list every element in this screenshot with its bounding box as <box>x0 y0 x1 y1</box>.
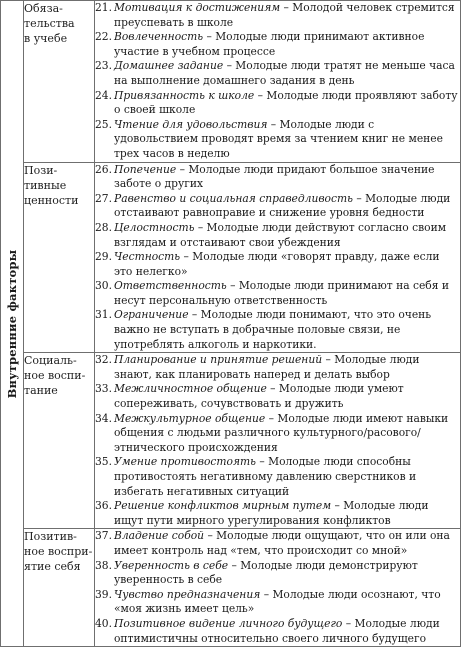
item-number: 36. <box>95 499 112 513</box>
group-row <box>1 529 461 647</box>
item-number: 24. <box>95 88 112 102</box>
item-term: Вовлеченность <box>114 30 204 44</box>
item-term: Умение противостоять <box>114 455 256 469</box>
item-number: 22. <box>95 30 112 44</box>
items-cell <box>95 353 461 529</box>
item-description: – Молодые люди ищут пути мирного урегулирования конфликтов <box>114 499 429 527</box>
item-description: – Молодой человек стремится преуспевать в школе <box>114 1 455 29</box>
item-body <box>114 163 460 192</box>
list-item <box>95 588 460 617</box>
item-description: – Молодые люди оптимистичны относительно своего личного будущего <box>114 616 440 645</box>
item-term: Равенство и социальная справедливость <box>114 191 353 205</box>
item-body <box>114 382 460 411</box>
list-item <box>95 163 460 192</box>
category-cell <box>24 1 95 163</box>
item-description: – Молодые люди действуют согласно своим взглядам и отстаивают свои убеждения <box>114 220 447 249</box>
group-row <box>1 353 461 529</box>
item-term: Межкультурное общение <box>114 411 266 425</box>
list-item <box>95 382 460 411</box>
item-description: – Молодые люди тратят не меньше часа на выполнение домашнего задания в день <box>114 59 455 87</box>
items-cell <box>95 529 461 647</box>
item-number: 39. <box>95 587 112 601</box>
list-item <box>95 617 460 646</box>
item-description: – Молодые люди принимают активное участие в учебном процессе <box>114 30 425 58</box>
list-item <box>95 250 460 279</box>
item-term: Чтение для удовольствия <box>114 117 268 131</box>
items-cell <box>95 162 461 353</box>
item-term: Целостность <box>114 220 195 234</box>
item-term: Межличностное общение <box>114 382 267 396</box>
item-term: Решение конфликтов мирным путем <box>114 499 332 513</box>
list-item <box>95 559 460 588</box>
list-item <box>95 279 460 308</box>
item-number: 32. <box>95 353 112 367</box>
list-item <box>95 59 460 88</box>
side-column <box>1 1 24 647</box>
item-number: 31. <box>95 308 112 322</box>
item-description: – Молодые люди отстаивают равноправие и снижение уровня бедности <box>114 191 451 220</box>
item-term: Позитивное видение личного будущего <box>114 616 343 630</box>
category-cell <box>24 529 95 647</box>
item-body <box>114 588 460 617</box>
item-body <box>114 412 460 456</box>
item-body <box>114 118 460 162</box>
item-term: Планирование и принятие решений <box>114 353 323 367</box>
item-number: 35. <box>95 455 112 469</box>
list-item <box>95 499 460 528</box>
category-cell <box>24 162 95 353</box>
item-body <box>114 308 460 352</box>
group-row <box>1 162 461 353</box>
item-description: – Молодые люди принимают на себя и несут персональную ответственность <box>114 279 449 307</box>
side-label: Внутренние факторы <box>5 249 19 398</box>
item-number: 28. <box>95 220 112 234</box>
item-body <box>114 30 460 59</box>
item-description: – Молодые люди имеют навыки общения с людьми различного культурного/расового/этнического происхождения <box>114 411 449 454</box>
list-item <box>95 30 460 59</box>
item-number: 38. <box>95 558 112 572</box>
item-term: Чувство предназначения <box>114 587 261 601</box>
item-body <box>114 455 460 499</box>
list-item <box>95 192 460 221</box>
item-description: – Молодые люди знают, как планировать наперед и делать выбор <box>114 353 420 381</box>
item-term: Домашнее задание <box>114 59 224 73</box>
list-item <box>95 1 460 30</box>
item-term: Ограничение <box>114 308 189 322</box>
item-description: – Молодые люди ощущают, что он или она имеет контроль над «тем, что происходит со мной» <box>114 529 450 557</box>
item-description: – Молодые люди с удовольствием проводят время за чтением книг не менее трех часов в неделю <box>114 117 443 160</box>
item-description: – Молодые люди проявляют заботу о своей школе <box>114 88 458 117</box>
item-number: 25. <box>95 117 112 131</box>
category-cell <box>24 353 95 529</box>
category-label: Пози- тивные ценности <box>24 163 79 207</box>
item-term: Уверенность в себе <box>114 558 229 572</box>
item-number: 37. <box>95 529 112 543</box>
list-item <box>95 455 460 499</box>
item-description: – Молодые люди демонстрируют уверенность в себе <box>114 558 418 587</box>
category-label: Обяза- тельства в учебе <box>24 2 75 45</box>
items-cell <box>95 1 461 163</box>
item-body <box>114 353 460 382</box>
item-body <box>114 279 460 308</box>
item-term: Владение собой <box>114 529 205 543</box>
item-description: – Молодые люди способны противостоять негативному давлению сверстников и избегать негативных ситуаций <box>114 455 417 498</box>
item-body <box>114 221 460 250</box>
item-description: – Молодые люди придают большое значение заботе о других <box>114 162 435 191</box>
item-body <box>114 617 460 646</box>
list-item <box>95 529 460 558</box>
item-term: Попечение <box>114 162 177 176</box>
item-body <box>114 529 460 558</box>
item-body <box>114 250 460 279</box>
group-row <box>1 1 461 163</box>
item-number: 33. <box>95 382 112 396</box>
item-body <box>114 499 460 528</box>
category-label: Социаль- ное воспи- тание <box>24 354 86 398</box>
item-number: 29. <box>95 250 112 264</box>
item-description: – Молодые люди осознают, что «моя жизнь имеет цель» <box>114 587 441 616</box>
item-term: Ответственность <box>114 279 227 293</box>
list-item <box>95 412 460 456</box>
item-body <box>114 559 460 588</box>
item-number: 23. <box>95 59 112 73</box>
item-description: – Молодые люди «говорят правду, даже если это нелегко» <box>114 250 440 278</box>
item-description: – Молодые люди умеют сопереживать, сочувствовать и дружить <box>114 382 404 411</box>
list-item <box>95 221 460 250</box>
item-term: Мотивация к достижениям <box>114 1 281 14</box>
list-item <box>95 118 460 162</box>
item-body <box>114 192 460 221</box>
category-label: Позитив- ное воспри- ятие себя <box>24 530 93 574</box>
list-item <box>95 353 460 382</box>
item-body <box>114 89 460 118</box>
item-term: Привязанность к школе <box>114 88 255 102</box>
item-description: – Молодые люди понимают, что это очень важно не вступать в добрачные половые связи, не употреблять алкоголь и наркотики. <box>114 308 432 351</box>
item-term: Честность <box>114 250 181 264</box>
list-item <box>95 308 460 352</box>
item-number: 26. <box>95 162 112 176</box>
item-number: 21. <box>95 1 112 14</box>
item-body <box>114 1 460 30</box>
item-number: 40. <box>95 616 112 630</box>
list-item <box>95 89 460 118</box>
item-body <box>114 59 460 88</box>
item-number: 34. <box>95 411 112 425</box>
item-number: 30. <box>95 279 112 293</box>
item-number: 27. <box>95 191 112 205</box>
